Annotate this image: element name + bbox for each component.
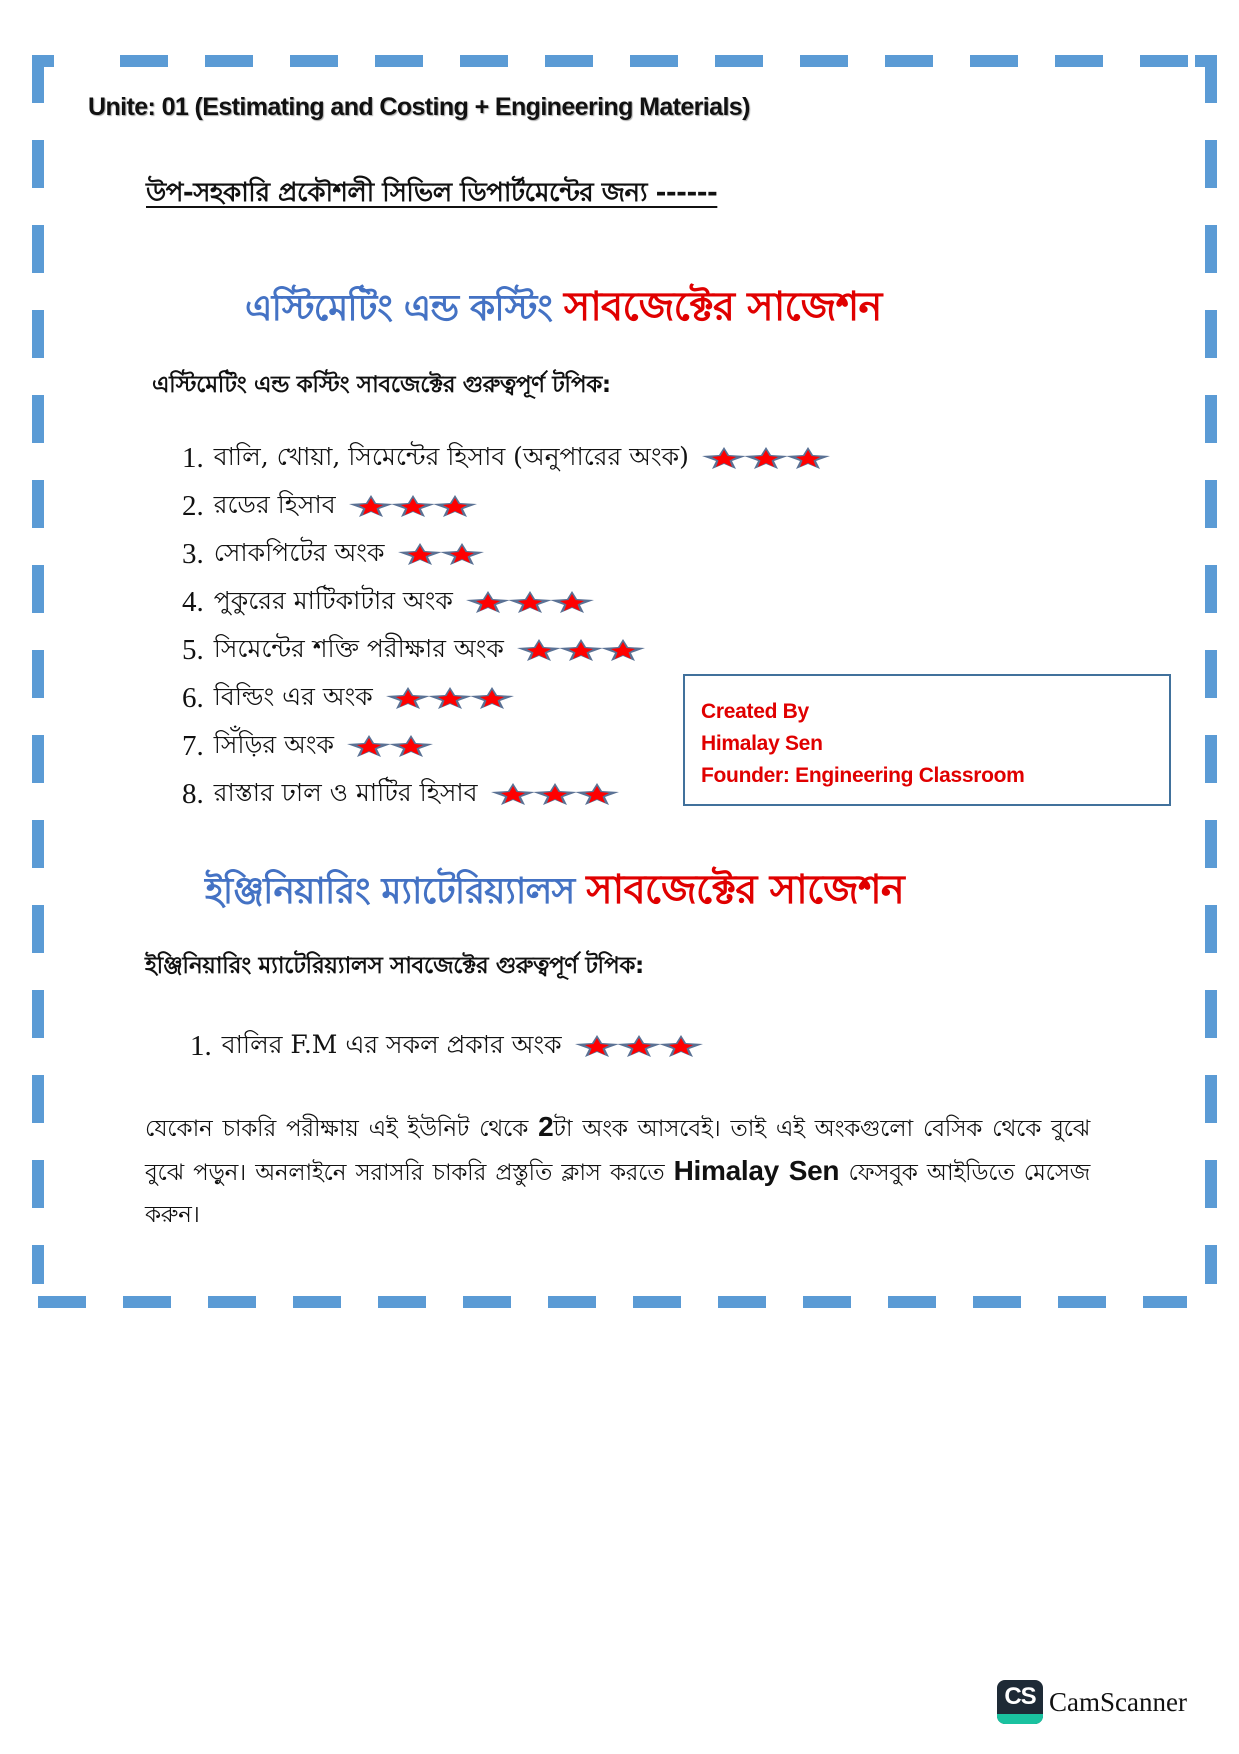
star-icon (574, 1034, 620, 1058)
credit-founder: Founder: Engineering Classroom (701, 764, 1025, 787)
star-rating (516, 638, 642, 662)
topic-item (182, 530, 827, 578)
topic-text: সোকপিটের অংক (213, 537, 385, 567)
section-heading-estimating (245, 275, 882, 342)
note-text: ফেসবুক আইডিতে মেসেজ করুন। (145, 1160, 1090, 1228)
star-rating (490, 782, 616, 806)
star-icon (469, 686, 515, 710)
topic-label-materials: ইঞ্জিনিয়ারিং ম্যাটেরিয়্যালস সাবজেক্টের গুরুত্বপূর্ণ টপিক: (145, 953, 644, 979)
star-rating (397, 542, 481, 566)
star-icon (390, 494, 436, 518)
topic-text: সিমেন্টের শক্তি পরীক্ষার অংক (213, 633, 504, 663)
star-icon (490, 782, 536, 806)
topic-number: 2. (182, 489, 204, 522)
topic-text: রাস্তার ঢাল ও মাটির হিসাব (213, 777, 478, 807)
note-text: যেকোন চাকরি পরীক্ষায় এই ইউনিট থেকে (145, 1116, 539, 1142)
border-right (1205, 55, 1217, 1284)
heading-red-text: সাবজেক্টের সাজেশন (586, 867, 904, 913)
star-icon (439, 542, 485, 566)
topic-text: রডের হিসাব (213, 489, 336, 519)
topic-text: পুকুরের মাটিকাটার অংক (213, 585, 453, 615)
star-icon (616, 1034, 662, 1058)
topic-number: 7. (182, 729, 204, 762)
camscanner-text: CamScanner (1049, 1686, 1187, 1717)
logo-text: CS (1004, 1683, 1036, 1710)
border-top (120, 55, 1217, 67)
topic-item (182, 434, 827, 482)
star-icon (346, 734, 392, 758)
topic-number: 1. (182, 441, 204, 474)
heading-blue-text: এস্টিমেটিং এন্ড কস্টিং (245, 288, 553, 329)
camscanner-logo-icon (997, 1680, 1043, 1724)
star-rating (346, 734, 430, 758)
note-bold-name: Himalay Sen (673, 1155, 840, 1186)
star-icon (348, 494, 394, 518)
star-rating (348, 494, 474, 518)
star-rating (574, 1034, 700, 1058)
topic-number: 4. (182, 585, 204, 618)
topic-text: বিল্ডিং এর অংক (213, 681, 373, 711)
star-icon (397, 542, 443, 566)
star-icon (427, 686, 473, 710)
star-rating (385, 686, 511, 710)
star-icon (549, 590, 595, 614)
topic-label-estimating: এস্টিমেটিং এন্ড কস্টিং সাবজেক্টের গুরুত্বপূর্ণ টপিক: (152, 372, 611, 398)
note-paragraph (145, 1106, 1090, 1236)
star-icon (658, 1034, 704, 1058)
section-heading-materials (205, 858, 904, 925)
topic-list-materials (190, 1022, 700, 1070)
topic-text: সিঁড়ির অংক (213, 729, 335, 759)
unit-title: Unite: 01 (Estimating and Costing + Engineering Materials) (88, 93, 750, 121)
department-title: উপ-সহকারি প্রকৌশলী সিভিল ডিপার্টমেন্টের জন্য ------ (146, 178, 718, 208)
star-icon (600, 638, 646, 662)
star-icon (516, 638, 562, 662)
topic-number: 5. (182, 633, 204, 666)
credit-created-by: Created By (701, 700, 809, 723)
star-icon (385, 686, 431, 710)
topic-number: 3. (182, 537, 204, 570)
star-icon (388, 734, 434, 758)
topic-text: বালির F.M এর সকল প্রকার অংক (221, 1029, 562, 1059)
star-icon (701, 446, 747, 470)
star-icon (532, 782, 578, 806)
credit-author: Himalay Sen (701, 732, 823, 755)
star-icon (465, 590, 511, 614)
note-text: টা অংক আসবেই। তাই এই অংকগুলো বেসিক থেকে বুঝে বুঝে পড়ুন। অনলাইনে সরাসরি চাকরি প্রস্তুতি ক্লাস করতে (145, 1116, 1090, 1186)
border-bottom (38, 1296, 1187, 1308)
heading-red-text: সাবজেক্টের সাজেশন (563, 284, 882, 330)
credit-box (683, 674, 1171, 806)
star-icon (432, 494, 478, 518)
star-icon (785, 446, 831, 470)
star-icon (507, 590, 553, 614)
star-icon (743, 446, 789, 470)
star-icon (558, 638, 604, 662)
note-bold-count: 2 (538, 1111, 554, 1142)
camscanner-watermark (997, 1680, 1187, 1724)
topic-item (182, 626, 827, 674)
border-left (32, 55, 44, 1284)
topic-number: 1. (190, 1029, 212, 1062)
star-rating (465, 590, 591, 614)
star-rating (701, 446, 827, 470)
star-icon (574, 782, 620, 806)
topic-text: বালি, খোয়া, সিমেন্টের হিসাব (অনুপারের অংক) (213, 441, 689, 471)
topic-number: 6. (182, 681, 204, 714)
topic-item (182, 578, 827, 626)
topic-number: 8. (182, 777, 204, 810)
heading-blue-text: ইঞ্জিনিয়ারিং ম্যাটেরিয়্যালস (205, 871, 575, 912)
topic-item (182, 482, 827, 530)
topic-item (190, 1022, 700, 1070)
